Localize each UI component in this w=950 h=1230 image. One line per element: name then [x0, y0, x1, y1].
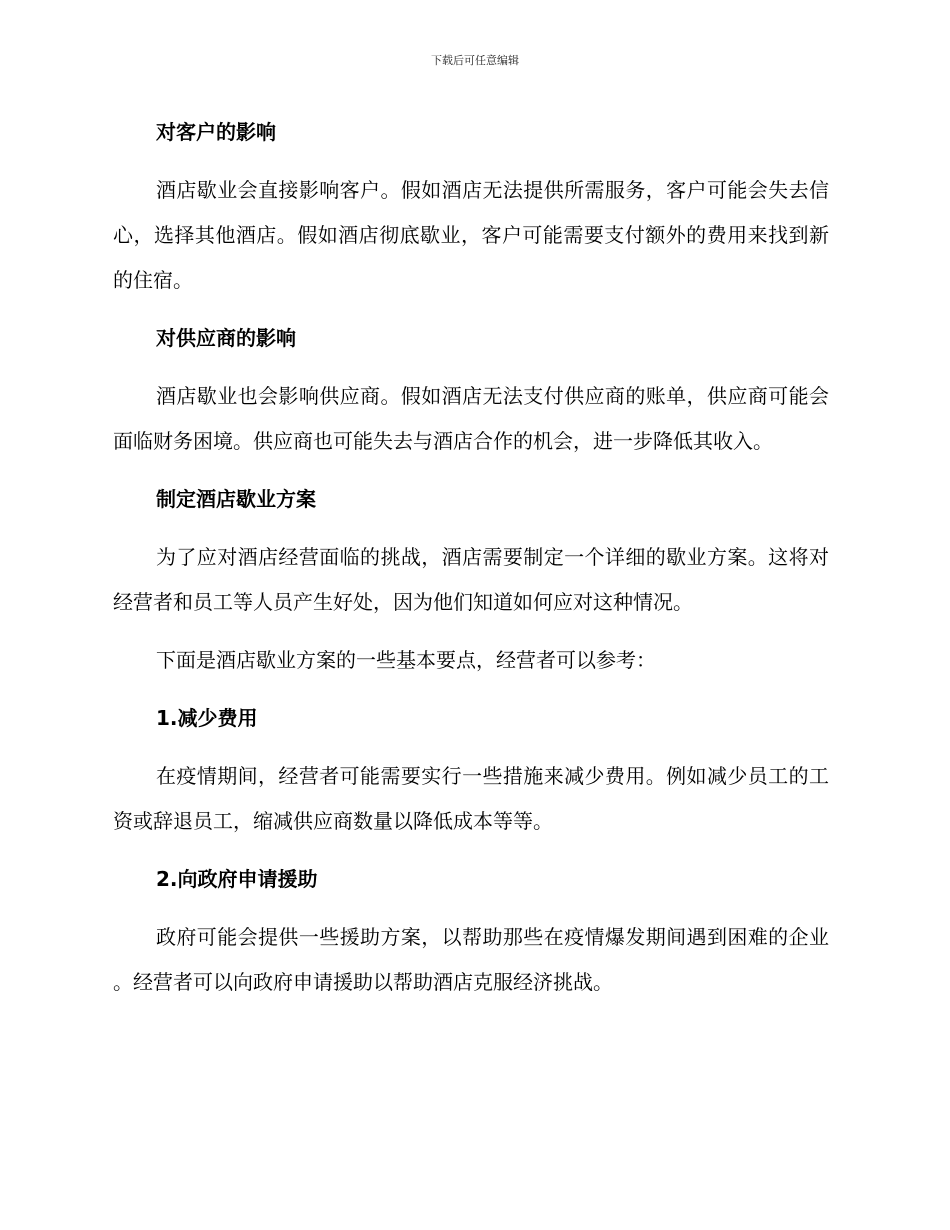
section-heading-reduce-costs: 1.减少费用 — [156, 706, 258, 730]
section-heading-closure-plan: 制定酒店歇业方案 — [156, 487, 316, 511]
section-heading-customer-impact: 对客户的影响 — [156, 120, 276, 144]
paragraph-closure-plan: 为了应对酒店经营面临的挑战，酒店需要制定一个详细的歇业方案。这将对经营者和员工等人员产生好处，因为他们知道如何应对这种情况。 — [113, 545, 829, 614]
section-heading-supplier-impact: 对供应商的影响 — [156, 326, 296, 350]
paragraph-plan-intro: 下面是酒店歇业方案的一些基本要点，经营者可以参考： — [156, 648, 656, 672]
paragraph-supplier-impact: 酒店歇业也会影响供应商。假如酒店无法支付供应商的账单，供应商可能会面临财务困境。供应商也可能失去与酒店合作的机会，进一步降低其收入。 — [113, 384, 829, 453]
document-body — [113, 110, 829, 1018]
paragraph-government-aid: 政府可能会提供一些援助方案，以帮助那些在疫情爆发期间遇到困难的企业。经营者可以向政府申请援助以帮助酒店克服经济挑战。 — [113, 925, 829, 994]
paragraph-customer-impact: 酒店歇业会直接影响客户。假如酒店无法提供所需服务，客户可能会失去信心，选择其他酒店。假如酒店彻底歇业，客户可能需要支付额外的费用来找到新的住宿。 — [113, 178, 829, 292]
page-header: 下载后可任意编辑 — [431, 54, 519, 67]
section-heading-government-aid: 2.向政府申请援助 — [156, 867, 318, 891]
paragraph-reduce-costs: 在疫情期间，经营者可能需要实行一些措施来减少费用。例如减少员工的工资或辞退员工，缩减供应商数量以降低成本等等。 — [113, 764, 829, 833]
